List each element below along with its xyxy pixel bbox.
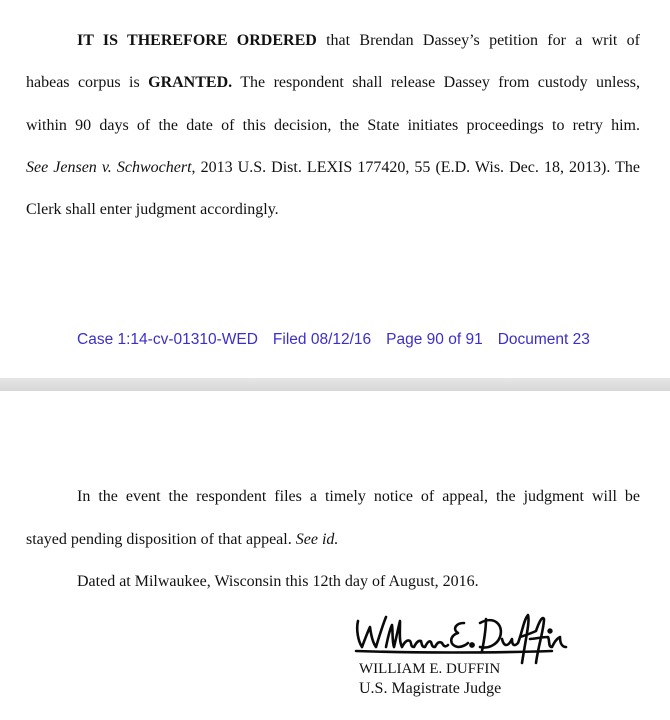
order-line-3 [26,116,640,136]
ordered-heading: IT IS THEREFORE ORDERED [77,32,317,49]
order-line-3-text: within 90 days of the date of this decision, the State initiates proceedings to retry him. [26,117,640,134]
signature-block [352,607,572,707]
order-line-2 [26,73,640,93]
handwritten-signature [352,607,572,667]
signer-title: U.S. Magistrate Judge [359,680,502,697]
dated-line-text: Dated at Milwaukee, Wisconsin this 12th day of August, 2016. [77,573,479,590]
case-number: Case 1:14-cv-01310-WED [77,331,258,348]
signer-name: WILLIAM E. DUFFIN [359,661,501,677]
order-line-5 [26,200,279,220]
filed-date: Filed 08/12/16 [272,331,372,348]
order-line-1-text: that Brendan Dassey’s petition for a writ of [326,32,640,49]
order-line-2-pre: habeas corpus is [26,74,140,91]
appeal-line-2-text: stayed pending disposition of that appeal. [26,531,292,548]
granted-text: GRANTED. [148,74,233,91]
document-number: Document 23 [497,331,590,348]
order-line-2-rest: The respondent shall release Dassey from custody unless, [240,74,641,91]
order-line-4 [26,158,640,178]
appeal-line-1 [77,487,640,507]
order-line-1 [77,31,640,51]
order-line-5-text: Clerk shall enter judgment accordingly. [26,201,279,218]
order-line-4-rest: , 2013 U.S. Dist. LEXIS 177420, 55 (E.D. Wis. Dec. 18, 2013). The [191,159,641,176]
dated-line [77,572,479,592]
page-number: Page 90 of 91 [386,331,483,348]
appeal-line-1-text: In the event the respondent files a timely notice of appeal, the judgment will be [77,488,640,505]
see-id-italic: See id. [295,531,339,548]
citation-italic: See Jensen v. Schwochert [26,159,192,176]
appeal-line-2 [26,530,338,550]
case-caption [77,331,597,349]
page-separator [0,378,670,391]
